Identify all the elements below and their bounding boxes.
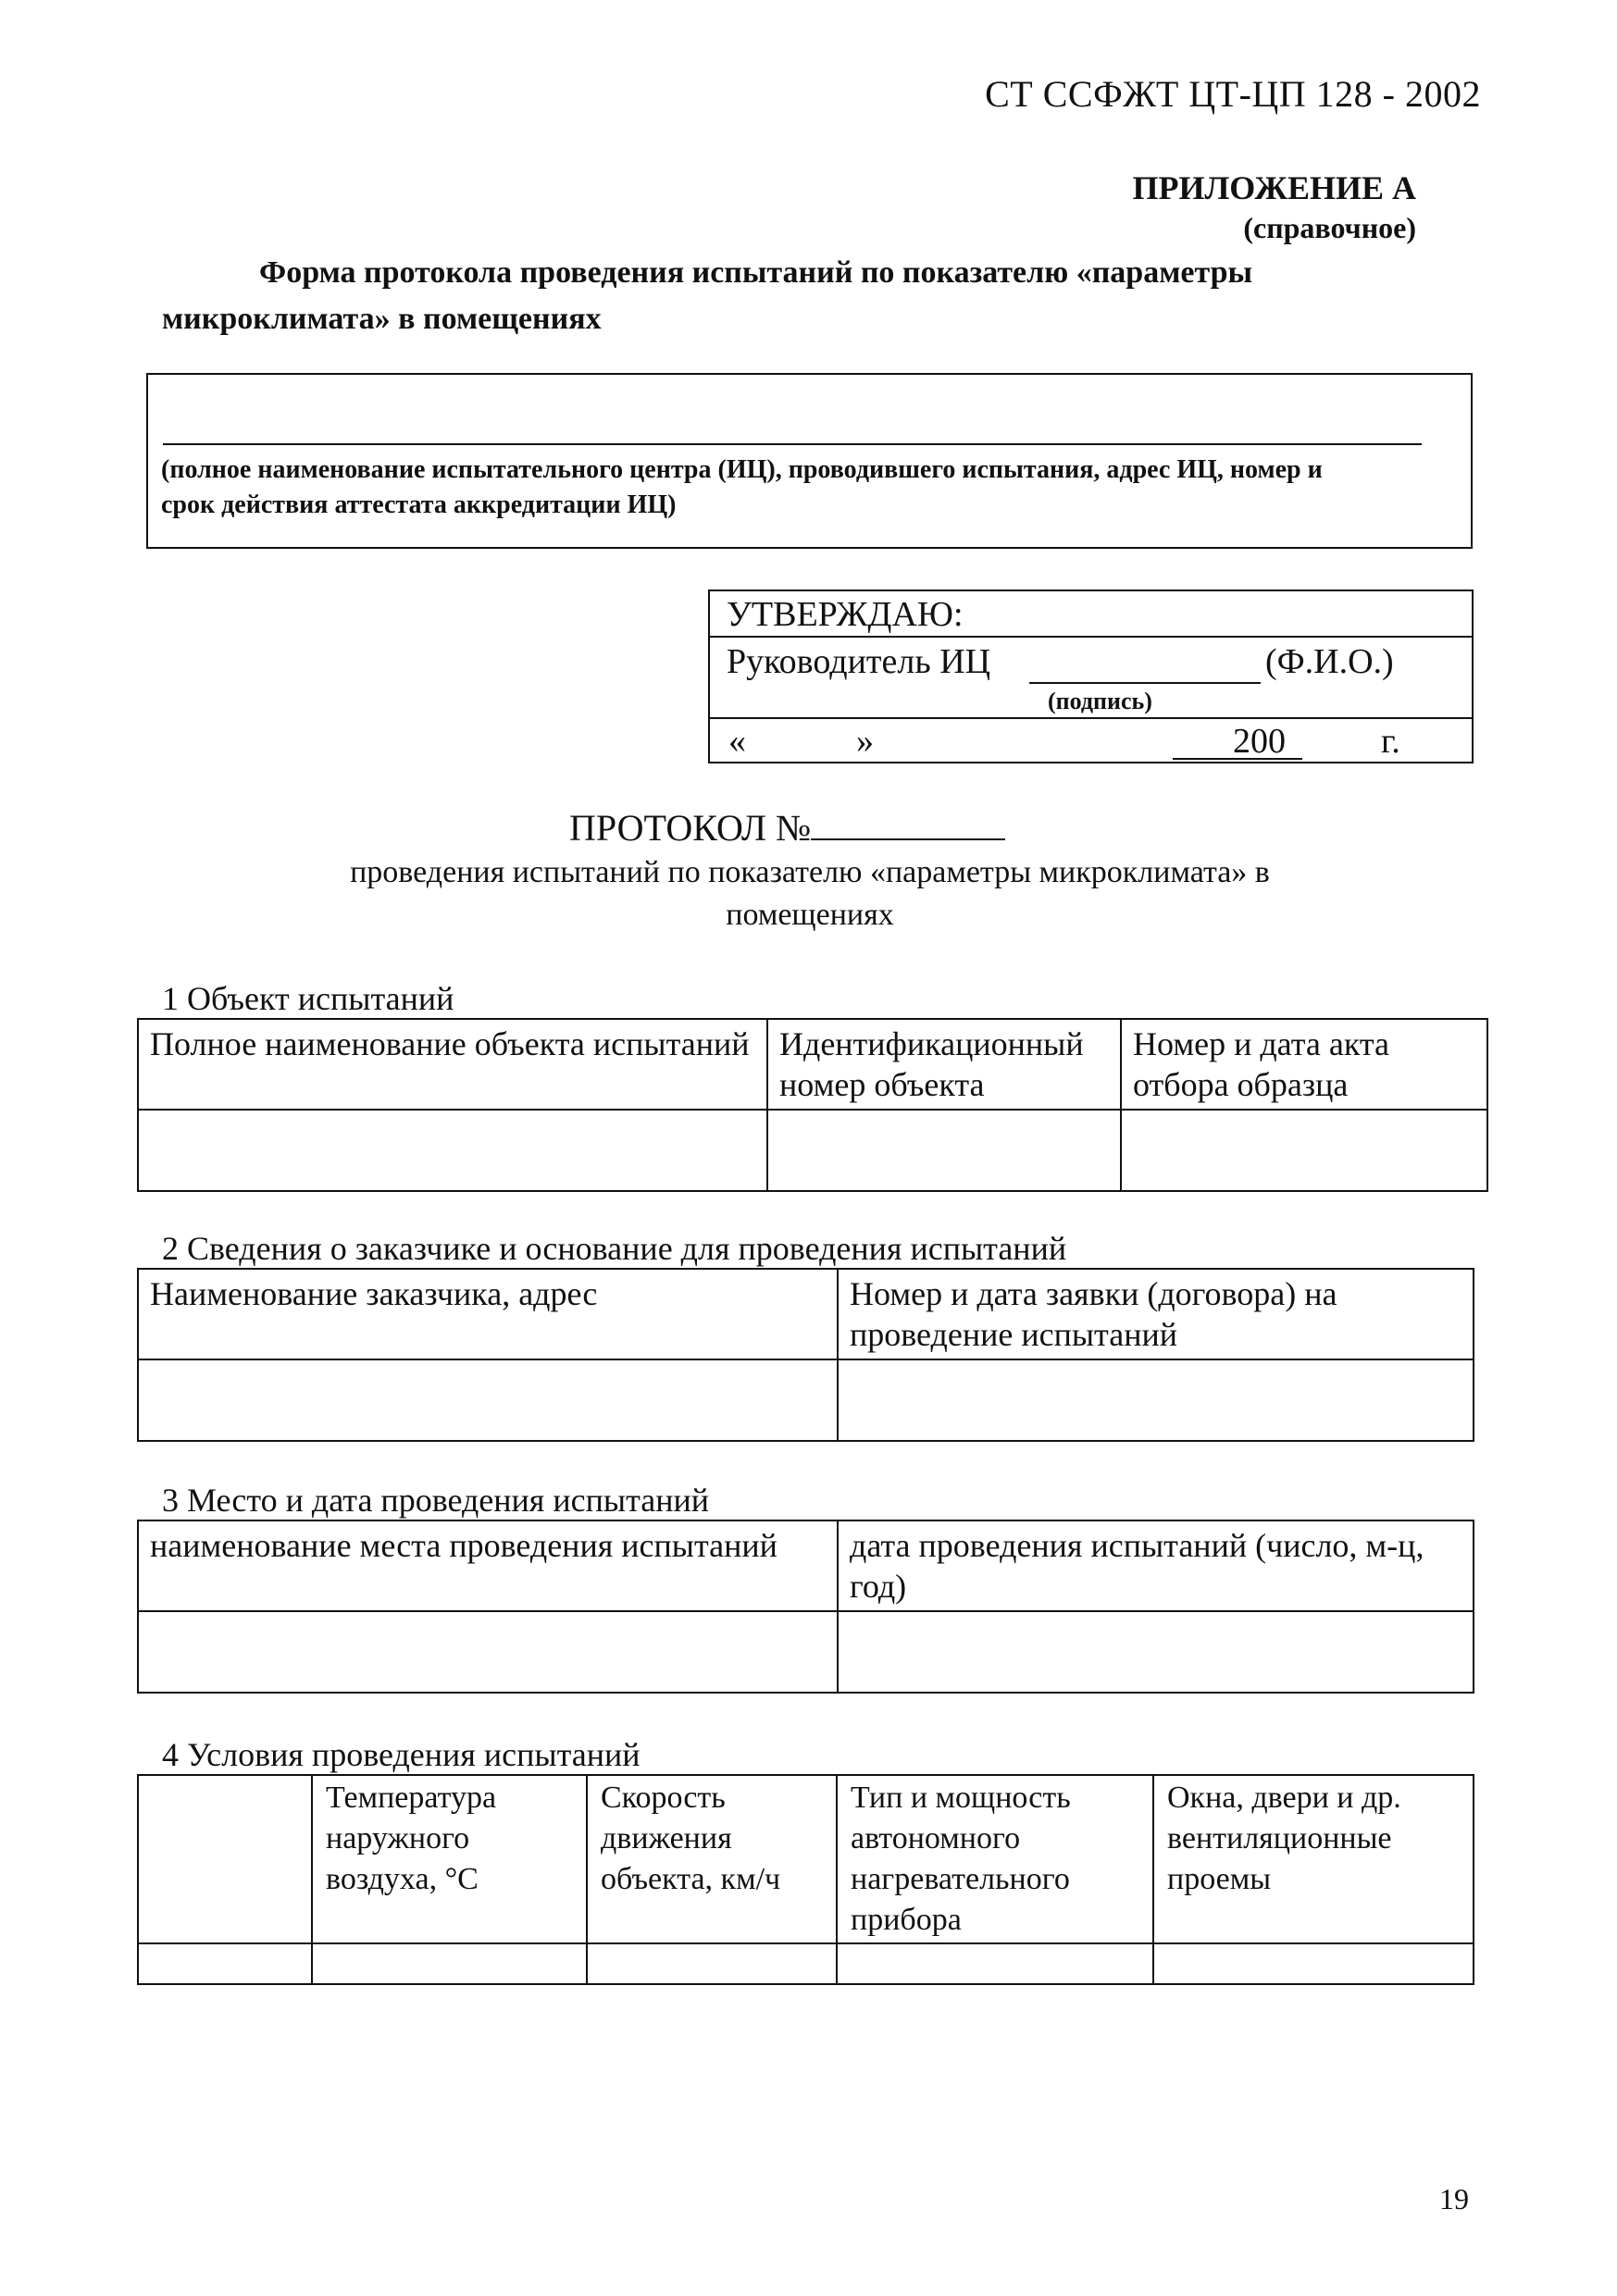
table-cell[interactable] — [312, 1943, 587, 1984]
protocol-title-text: ПРОТОКОЛ № — [569, 807, 812, 849]
table-header-cell: Окна, двери и др. вентиляционные проемы — [1153, 1775, 1474, 1943]
table-cell[interactable] — [838, 1359, 1474, 1441]
approval-row-head — [710, 636, 1472, 719]
approve-label: УТВЕРЖДАЮ: — [727, 595, 964, 634]
protocol-title — [569, 805, 1005, 850]
table-row — [138, 1359, 1474, 1441]
form-title-line1: Форма протокола проведения испытаний по показателю «параметры — [259, 255, 1253, 290]
section3-title: 3 Место и дата проведения испытаний — [162, 1482, 710, 1519]
form-title-line2: микроклимата» в помещениях — [162, 302, 602, 336]
testing-center-caption — [161, 453, 1466, 523]
date-year: 200 — [1233, 722, 1286, 761]
table-cell[interactable] — [1121, 1110, 1487, 1191]
protocol-number-line — [811, 805, 1005, 840]
testing-center-box — [146, 373, 1473, 549]
table-header-cell: Температура наружного воздуха, °С — [312, 1775, 587, 1943]
testing-center-fill-line — [163, 443, 1422, 445]
date-year-suffix: г. — [1381, 722, 1400, 761]
date-quote-open: « — [728, 722, 746, 761]
page-number: 19 — [1439, 2182, 1469, 2215]
table-cell[interactable] — [138, 1359, 838, 1441]
table-row — [138, 1611, 1474, 1693]
signature-caption: (подпись) — [1048, 688, 1152, 714]
fio-label: (Ф.И.О.) — [1265, 642, 1394, 681]
section4-title: 4 Условия проведения испытаний — [162, 1736, 641, 1773]
standard-number: СТ ССФЖТ ЦТ-ЦП 128 - 2002 — [985, 73, 1481, 115]
protocol-subtitle — [162, 851, 1458, 937]
protocol-subtitle-line2: помещениях — [726, 898, 894, 932]
table-cell[interactable] — [838, 1611, 1474, 1693]
approval-block — [708, 590, 1474, 763]
table-cell[interactable] — [138, 1943, 312, 1984]
testing-center-caption-line2: срок действия аттестата аккредитации ИЦ) — [161, 490, 677, 519]
table-header-row — [138, 1520, 1474, 1611]
approval-row-date — [710, 717, 1472, 762]
table-header-cell: Полное наименование объекта испытаний — [138, 1019, 767, 1110]
approval-row-title — [710, 591, 1472, 638]
table-header-cell — [138, 1775, 312, 1943]
form-title — [162, 250, 1458, 342]
table-header-cell: Номер и дата заявки (договора) на проведение испытаний — [838, 1269, 1474, 1359]
table-header-cell: дата проведения испытаний (число, м-ц, год) — [838, 1520, 1474, 1611]
section1-title: 1 Объект испытаний — [162, 980, 454, 1017]
testing-center-caption-line1: (полное наименование испытательного центра (ИЦ), проводившего испытания, адрес ИЦ, номер и — [161, 455, 1323, 484]
table-row — [138, 1943, 1474, 1984]
table-row — [138, 1110, 1487, 1191]
table-header-cell: Наименование заказчика, адрес — [138, 1269, 838, 1359]
table-cell[interactable] — [138, 1110, 767, 1191]
section3-table — [137, 1520, 1474, 1694]
table-header-row — [138, 1019, 1487, 1110]
table-cell[interactable] — [138, 1611, 838, 1693]
appendix-title: ПРИЛОЖЕНИЕ А — [1132, 169, 1416, 206]
section1-table — [137, 1018, 1488, 1192]
section4-table — [137, 1774, 1474, 1985]
date-quote-close: » — [856, 722, 874, 761]
head-label: Руководитель ИЦ — [727, 642, 991, 681]
table-cell[interactable] — [1153, 1943, 1474, 1984]
table-header-cell: Идентификационный номер объекта — [767, 1019, 1121, 1110]
table-header-cell: Номер и дата акта отбора образца — [1121, 1019, 1487, 1110]
table-header-cell: наименование места проведения испытаний — [138, 1520, 838, 1611]
section2-title: 2 Сведения о заказчике и основание для проведения испытаний — [162, 1230, 1067, 1267]
section2-table — [137, 1268, 1474, 1442]
appendix-kind: (справочное) — [1243, 211, 1416, 244]
table-header-cell: Тип и мощность автономного нагревательного прибора — [837, 1775, 1153, 1943]
protocol-subtitle-line1: проведения испытаний по показателю «параметры микроклимата» в — [350, 855, 1270, 889]
table-cell[interactable] — [767, 1110, 1121, 1191]
table-header-row — [138, 1269, 1474, 1359]
table-cell[interactable] — [587, 1943, 837, 1984]
table-cell[interactable] — [837, 1943, 1153, 1984]
table-header-cell: Скорость движения объекта, км/ч — [587, 1775, 837, 1943]
signature-line — [1029, 682, 1261, 684]
table-header-row — [138, 1775, 1474, 1943]
